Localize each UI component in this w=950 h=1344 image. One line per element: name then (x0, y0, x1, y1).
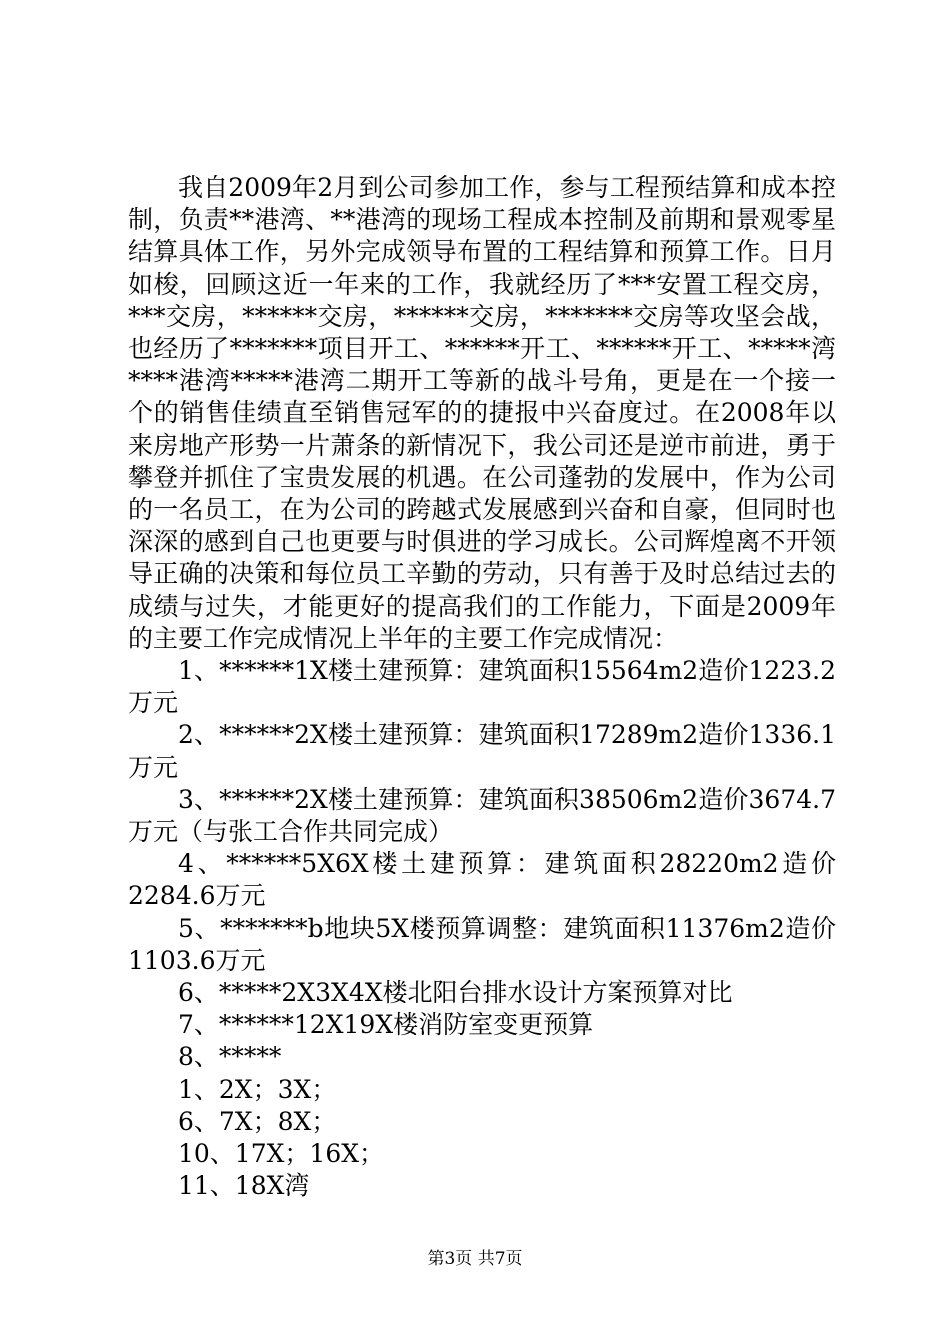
list-item: 1、******1X楼土建预算：建筑面积15564m2造价1223.2万元 (128, 656, 836, 718)
document-body (128, 172, 836, 1203)
short-line: 10、17X；16X； (178, 1139, 385, 1169)
list-item: 6、*****2X3X4X楼北阳台排水设计方案预算对比 (178, 978, 733, 1008)
list-item: 7、******12X19X楼消防室变更预算 (178, 1010, 594, 1040)
page-footer: 第3页 共7页 (427, 1249, 523, 1269)
short-line: 1、2X；3X； (178, 1074, 337, 1104)
intro-paragraph: 我自2009年2月到公司参加工作，参与工程预结算和成本控制，负责**港湾、**港湾的现场工程成本控制及前期和景观零星结算具体工作，另外完成领导布置的工程结算和预算工作。日月如梭，回顾这近一年来的工作，我就经历了***安置工程交房，***交房，******交房，******交房，*******交房等攻坚会战，也经历了*******项目开工、******开工、******开工、*****湾****港湾*****港湾二期开工等新的战斗号角，更是在一个接一个的销售佳绩直至销售冠军的的捷报中兴奋度过。在2008年以来房地产形势一片萧条的新情况下，我公司还是逆市前进，勇于攀登并抓住了宝贵发展的机遇。在公司蓬勃的发展中，作为公司的一名员工，在为公司的跨越式发展感到兴奋和自豪，但同时也深深的感到自己也更要与时俱进的学习成长。公司辉煌离不开领导正确的决策和每位员工辛勤的劳动，只有善于及时总结过去的成绩与过失，才能更好的提高我们的工作能力，下面是2009年的主要工作完成情况上半年的主要工作完成情况： (128, 173, 836, 653)
short-line: 8、***** (178, 1042, 282, 1072)
short-line: 6、7X；8X； (178, 1106, 337, 1136)
list-item: 3、******2X楼土建预算：建筑面积38506m2造价3674.7万元（与张工合作共同完成） (128, 784, 836, 847)
list-item: 5、*******b地块5X楼预算调整：建筑面积11376m2造价1103.6万元 (128, 913, 836, 975)
list-item: 4、******5X6X楼土建预算：建筑面积28220m2造价2284.6万元 (128, 849, 836, 911)
short-line: 11、18X湾 (178, 1171, 310, 1201)
list-item: 2、******2X楼土建预算：建筑面积17289m2造价1336.1万元 (128, 720, 836, 782)
